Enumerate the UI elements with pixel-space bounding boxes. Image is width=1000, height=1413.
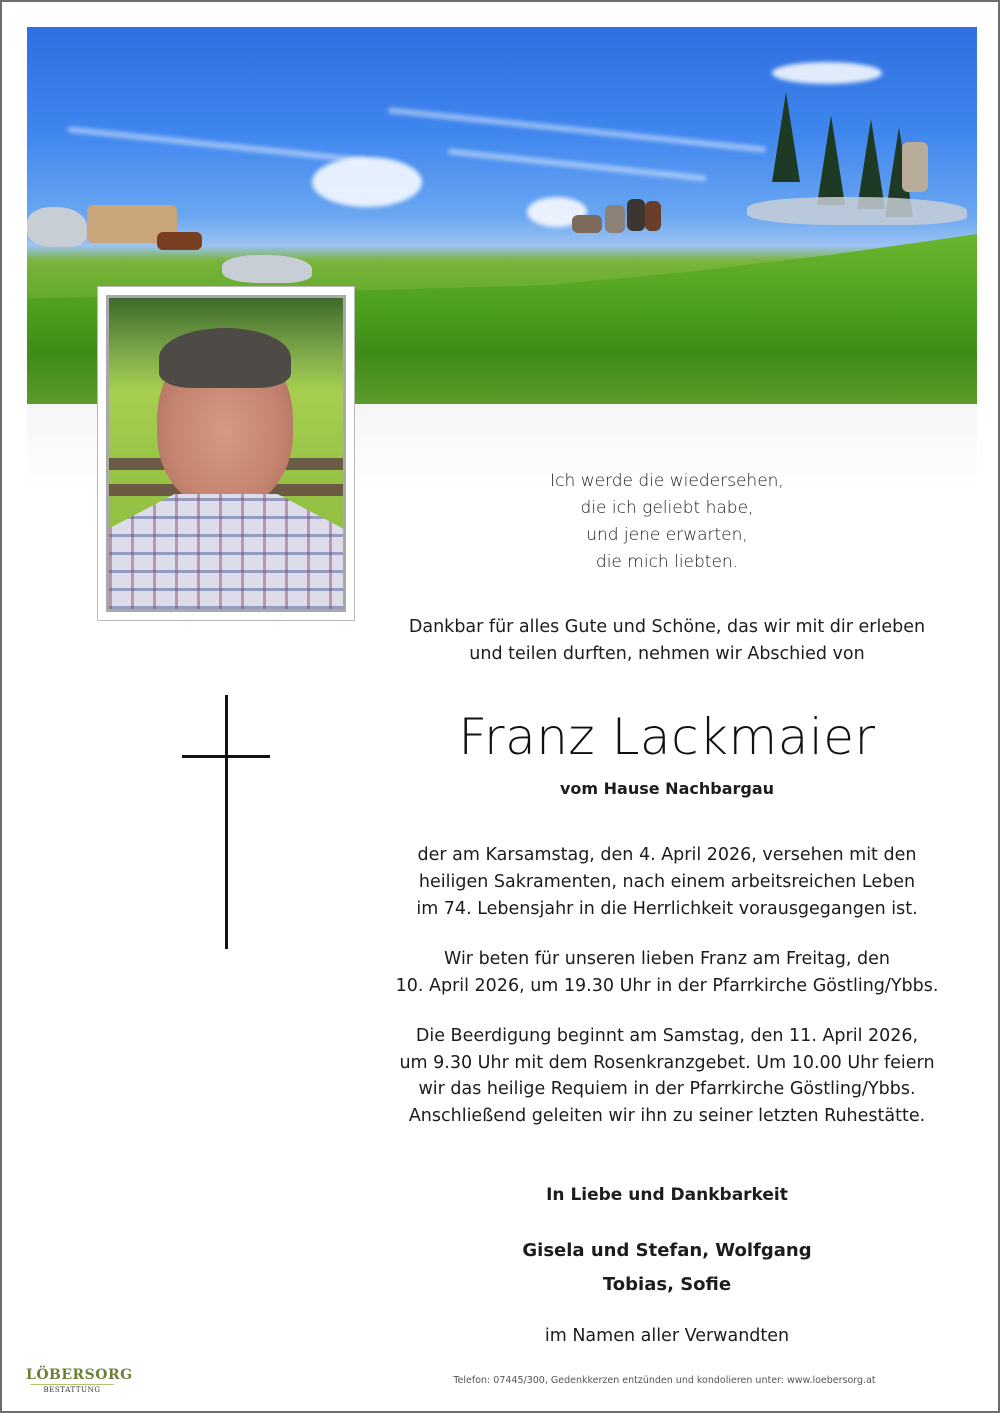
closing-text: In Liebe und Dankbarkeit: [546, 1185, 788, 1205]
verse-line: Ich werde die wiedersehen,: [550, 471, 784, 491]
footer-contact-info: Telefon: 07445/300, Gedenkkerzen entzünden und kondolieren unter: www.loebersorg.at: [453, 1375, 876, 1386]
cloud-streak: [447, 148, 706, 181]
verse: [382, 468, 952, 576]
family-line: Gisela und Stefan, Wolfgang: [522, 1240, 812, 1261]
cross-icon-horizontal: [182, 755, 270, 758]
death-paragraph: [382, 842, 952, 923]
funeral-line: wir das heilige Requiem in der Pfarrkirche Göstling/Ybbs.: [418, 1079, 916, 1099]
portrait-photo: [106, 295, 346, 612]
rock: [747, 197, 967, 225]
cloud-streak: [388, 107, 767, 153]
spruce-tree: [772, 92, 800, 182]
death-line: im 74. Lebensjahr in die Herrlichkeit vorausgegangen ist.: [416, 899, 918, 919]
intro-text: [382, 614, 952, 668]
funeral-line: Anschließend geleiten wir ihn zu seiner letzten Ruhestätte.: [408, 1105, 926, 1126]
rock: [27, 207, 87, 247]
cow: [605, 205, 625, 233]
cow: [645, 201, 661, 231]
intro-line: und teilen durften, nehmen wir Abschied von: [469, 644, 865, 664]
verse-line: die ich geliebt habe,: [580, 498, 754, 518]
portrait-frame: [97, 286, 355, 621]
funeral-line: Die Beerdigung beginnt am Samstag, den 11. April 2026,: [415, 1026, 919, 1046]
spruce-tree: [817, 115, 845, 205]
logo-subtitle: BESTATTUNG: [43, 1386, 101, 1394]
cow: [902, 142, 928, 192]
logo-name: LÖBERSORG: [26, 1367, 133, 1383]
cow: [572, 215, 602, 233]
prayer-line: 10. April 2026, um 19.30 Uhr in der Pfarrkirche Göstling/Ybbs.: [395, 976, 939, 996]
funeral-paragraph: [382, 1023, 952, 1129]
cow: [627, 199, 645, 231]
funeral-line: um 9.30 Uhr mit dem Rosenkranzgebet. Um 10.00 Uhr feiern: [399, 1052, 935, 1073]
family-names: [382, 1234, 952, 1302]
cloud-streak: [68, 126, 367, 163]
logo-divider: [30, 1384, 114, 1385]
rock: [222, 255, 312, 283]
deceased-name: Franz Lackmaier: [458, 708, 876, 766]
relatives-text: im Namen aller Verwandten: [544, 1326, 790, 1346]
death-line: heiligen Sakramenten, nach einem arbeitsreichen Leben: [418, 872, 916, 892]
spruce-tree: [857, 119, 885, 209]
family-line: Tobias, Sofie: [602, 1274, 732, 1295]
death-line: der am Karsamstag, den 4. April 2026, versehen mit den: [417, 845, 917, 865]
verse-line: und jene erwarten,: [586, 525, 748, 545]
portrait-hair: [159, 328, 291, 388]
portrait-shirt: [109, 494, 343, 609]
intro-line: Dankbar für alles Gute und Schöne, das wir mit dir erleben: [408, 617, 926, 637]
cross-icon-vertical: [225, 695, 228, 949]
deceased-house: vom Hause Nachbargau: [559, 779, 775, 798]
cow: [157, 232, 202, 250]
cloud: [772, 62, 882, 84]
verse-line: die mich liebten.: [595, 552, 739, 572]
prayer-paragraph: [382, 946, 952, 1000]
funeral-home-logo: [26, 1367, 133, 1394]
cloud: [312, 157, 422, 207]
prayer-line: Wir beten für unseren lieben Franz am Freitag, den: [444, 949, 890, 969]
